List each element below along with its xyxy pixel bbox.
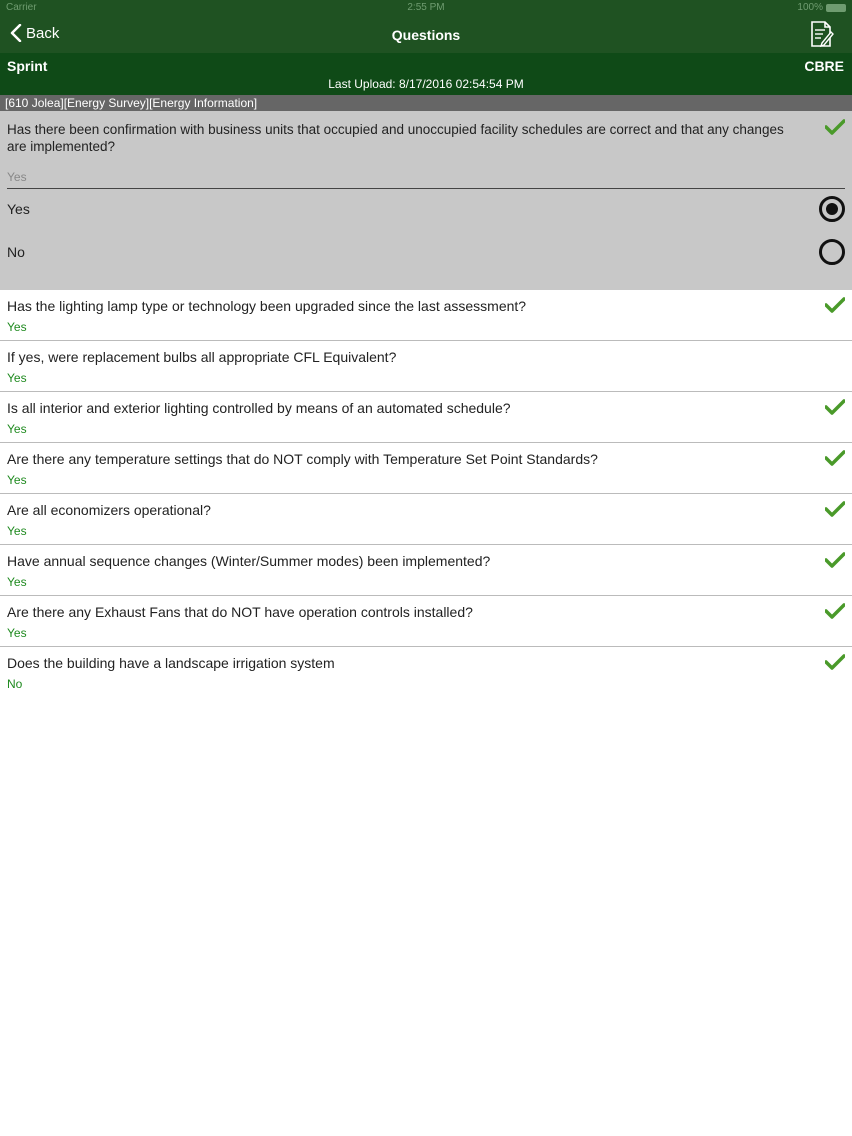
question-row[interactable] (0, 596, 852, 647)
battery-icon (826, 4, 846, 12)
status-time: 2:55 PM (407, 2, 445, 13)
page-title: Questions (391, 27, 461, 43)
question-text: Has the lighting lamp type or technology been upgraded since the last assessment? (7, 298, 527, 314)
question-row[interactable] (0, 647, 852, 698)
option-label: No (7, 244, 25, 260)
breadcrumb: [610 Jolea][Energy Survey][Energy Information] (0, 95, 852, 111)
carrier-label: Carrier (6, 2, 37, 13)
question-row[interactable] (0, 494, 852, 545)
back-button[interactable] (10, 24, 59, 42)
battery-percent: 100% (797, 2, 823, 13)
question-answer: Yes (7, 626, 27, 640)
back-label: Back (26, 24, 60, 42)
radio-unselected-icon[interactable] (819, 239, 845, 265)
checkmark-icon (825, 603, 845, 624)
client-name: Sprint (7, 58, 48, 74)
question-text: Does the building have a landscape irrigation system (7, 655, 335, 671)
question-answer: Yes (7, 524, 27, 538)
question-answer: Yes (7, 320, 27, 334)
checkmark-icon (825, 297, 845, 318)
info-bar (0, 53, 852, 95)
question-text: If yes, were replacement bulbs all appropriate CFL Equivalent? (7, 349, 397, 365)
question-text: Are there any Exhaust Fans that do NOT have operation controls installed? (7, 604, 473, 620)
question-row[interactable] (0, 392, 852, 443)
question-text: Has there been confirmation with business units that occupied and unoccupied facility schedules are correct and that any changes are implemented? (7, 122, 784, 154)
question-text: Are there any temperature settings that do NOT comply with Temperature Set Point Standards? (7, 451, 598, 467)
question-answer: Yes (7, 170, 27, 184)
question-answer: No (7, 677, 23, 691)
option-no[interactable] (0, 232, 852, 272)
last-upload-text: Last Upload: 8/17/2016 02:54:54 PM (328, 77, 524, 91)
nav-bar (0, 16, 852, 53)
chevron-left-icon (10, 24, 22, 42)
battery-indicator (797, 2, 846, 13)
question-text: Are all economizers operational? (7, 502, 211, 518)
checkmark-icon (825, 654, 845, 675)
expanded-question (0, 111, 852, 290)
question-answer: Yes (7, 575, 27, 589)
checkmark-icon (825, 552, 845, 573)
question-text: Have annual sequence changes (Winter/Summer modes) been implemented? (7, 553, 491, 569)
company-name: CBRE (804, 58, 844, 74)
question-answer: Yes (7, 422, 27, 436)
edit-document-icon (810, 20, 834, 48)
question-row[interactable] (0, 290, 852, 341)
question-row[interactable] (0, 341, 852, 392)
radio-selected-icon[interactable] (819, 196, 845, 222)
question-list (0, 290, 852, 698)
option-label: Yes (7, 201, 30, 217)
question-row[interactable] (0, 545, 852, 596)
question-row[interactable] (0, 443, 852, 494)
checkmark-icon (825, 119, 845, 140)
option-yes[interactable] (0, 189, 852, 229)
checkmark-icon (825, 450, 845, 471)
status-bar (0, 0, 852, 16)
edit-notes-button[interactable] (810, 20, 834, 53)
question-text: Is all interior and exterior lighting controlled by means of an automated schedule? (7, 400, 511, 416)
question-answer: Yes (7, 473, 27, 487)
checkmark-icon (825, 501, 845, 522)
question-answer: Yes (7, 371, 27, 385)
checkmark-icon (825, 399, 845, 420)
